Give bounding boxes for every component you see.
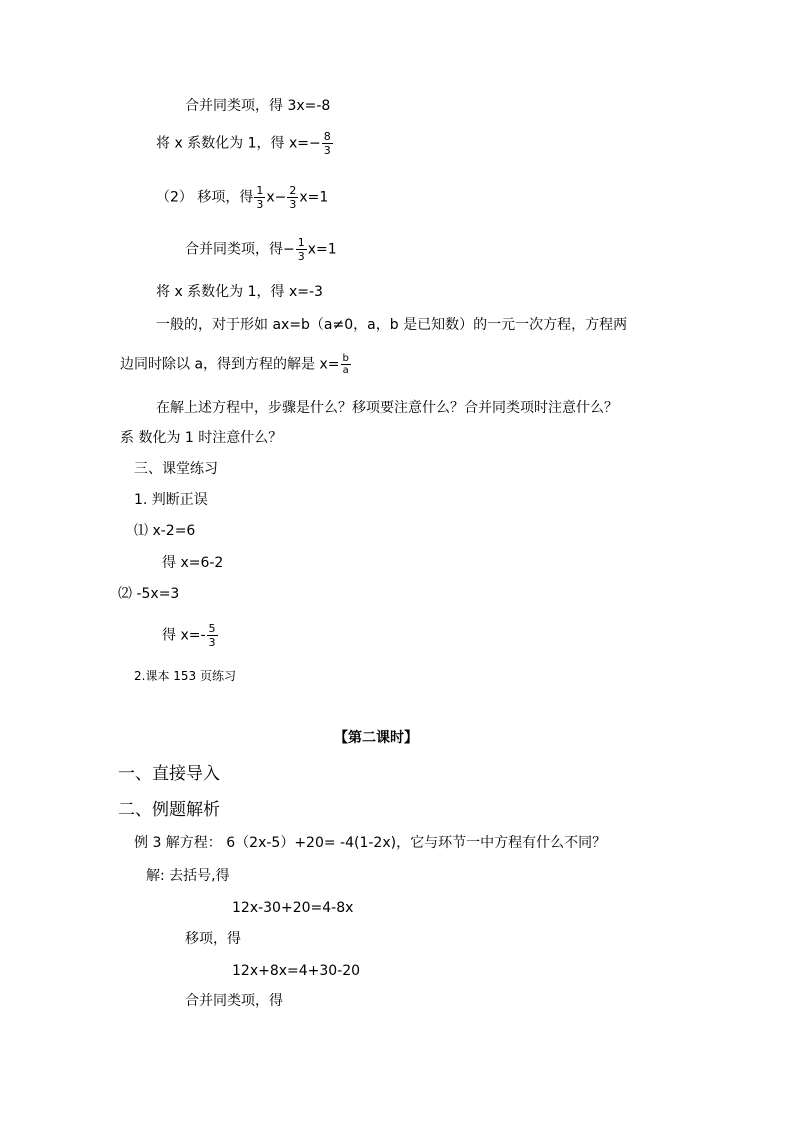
text-segment: 得 x=- xyxy=(162,627,206,644)
fraction-denominator: 3 xyxy=(289,198,297,211)
fraction xyxy=(341,353,351,376)
fraction-denominator: 3 xyxy=(323,144,331,157)
text-line: 得 x=6-2 xyxy=(162,555,224,571)
text-line xyxy=(185,236,337,263)
text-line xyxy=(120,353,352,376)
text-line xyxy=(156,184,328,211)
fraction-numerator: 1 xyxy=(256,184,264,197)
section-heading: 三、课堂练习 xyxy=(134,461,218,477)
fraction-numerator: 2 xyxy=(289,184,297,197)
equation-line: 12x-30+20=4-8x xyxy=(232,900,354,916)
text-segment: （2） 移项，得 xyxy=(156,189,254,206)
text-segment: 将 x 系数化为 1，得 x=− xyxy=(156,135,321,152)
text-line: 合并同类项，得 3x=-8 xyxy=(185,98,331,114)
text-segment: 边同时除以 a，得到方程的解是 x= xyxy=(120,356,340,373)
fraction xyxy=(322,130,333,157)
fraction xyxy=(296,236,307,263)
text-line: 在解上述方程中，步骤是什么？移项要注意什么？合并同类项时注意什么？ xyxy=(156,400,618,416)
text-line: ⑵ -5x=3 xyxy=(118,586,180,602)
text-line: 2.课本 153 页练习 xyxy=(134,669,236,683)
fraction-numerator: 5 xyxy=(208,622,216,635)
text-segment: x− xyxy=(266,189,287,206)
fraction-denominator: 3 xyxy=(297,250,305,263)
text-segment: x=1 xyxy=(299,189,329,206)
fraction xyxy=(254,184,265,211)
lesson-title: 【第二课时】 xyxy=(334,730,418,746)
text-segment: x=1 xyxy=(307,241,337,258)
fraction-denominator: 3 xyxy=(208,636,216,649)
text-line: 系 数化为 1 时注意什么？ xyxy=(120,430,283,446)
fraction xyxy=(287,184,298,211)
text-line xyxy=(156,130,334,157)
fraction-numerator: b xyxy=(342,353,349,364)
fraction xyxy=(207,622,218,649)
text-line: 1. 判断正误 xyxy=(134,492,208,508)
section-heading: 二、例题解析 xyxy=(118,800,220,820)
fraction-denominator: a xyxy=(341,364,351,376)
text-line: ⑴ x-2=6 xyxy=(134,523,196,539)
section-heading: 一、直接导入 xyxy=(118,764,220,784)
text-line: 移项，得 xyxy=(185,931,241,947)
fraction-numerator: 1 xyxy=(297,236,305,249)
text-line: 合并同类项，得 xyxy=(185,993,283,1009)
example-line: 例 3 解方程： 6（2x-5）+20= -4(1-2x)，它与环节一中方程有什么不同？ xyxy=(134,835,607,851)
text-segment: 合并同类项，得− xyxy=(185,241,295,258)
fraction-denominator: 3 xyxy=(256,198,264,211)
text-line: 一般的，对于形如 ax=b（a≠0，a，b 是已知数）的一元一次方程，方程两 xyxy=(156,317,628,333)
equation-line: 12x+8x=4+30-20 xyxy=(232,963,361,979)
text-line xyxy=(162,622,219,649)
fraction-numerator: 8 xyxy=(323,130,331,143)
text-line: 将 x 系数化为 1，得 x=-3 xyxy=(156,284,323,300)
text-line: 解: 去括号,得 xyxy=(146,868,230,884)
